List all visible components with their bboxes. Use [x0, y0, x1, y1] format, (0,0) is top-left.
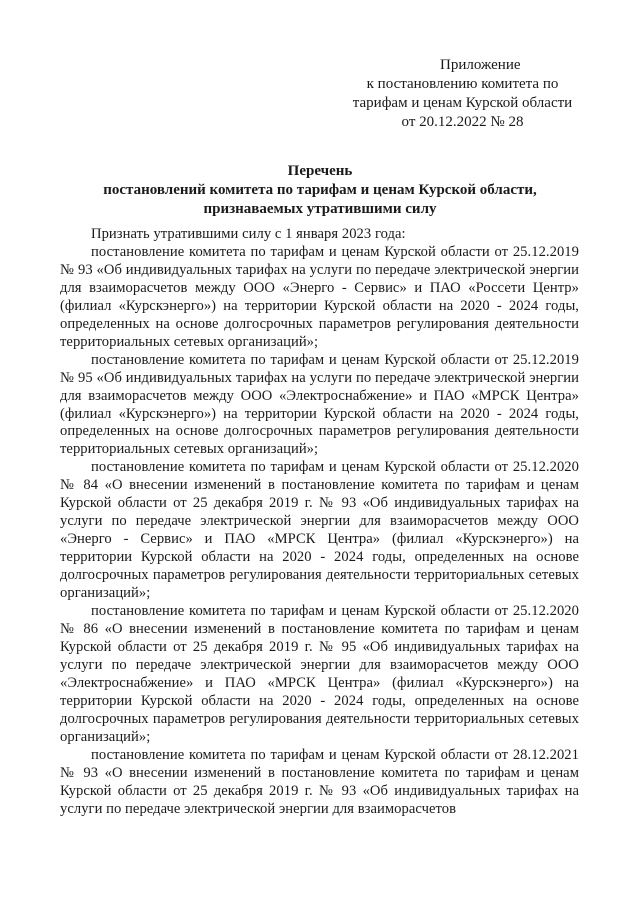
- appendix-committee-line: тарифам и ценам Курской области: [352, 95, 573, 111]
- appendix-header: [340, 56, 585, 132]
- list-item: постановление комитета по тарифам и ценам Курской области от 25.12.2019 № 95 «Об индивидуальных тарифах на услуги по передаче электрической энергии для взаиморасчетов между ООО «Электроснабжение» и ПАО «МРСК Центра» (филиал «Курскэнерго») на территории Курской области на 2020 - 2024 годы, определенных на основе долгосрочных параметров регулирования деятельности территориальных сетевых организаций»;: [60, 351, 579, 458]
- list-item: постановление комитета по тарифам и ценам Курской области от 28.12.2021 № 93 «О внесении изменений в постановление комитета по тарифам и ценам Курской области от 25 декабря 2019 г. № 93 «Об индивидуальных тарифах на услуги по передаче электрической энергии для взаиморасчетов: [60, 746, 579, 817]
- document-body: [60, 226, 579, 818]
- title-line-2: постановлений комитета по тарифам и ценам Курской области,: [103, 182, 537, 198]
- list-item: постановление комитета по тарифам и ценам Курской области от 25.12.2019 № 93 «Об индивидуальных тарифах на услуги по передаче электрической энергии для взаиморасчетов между ООО «Энерго - Сервис» и ПАО «Россети Центр» (филиал «Курскэнерго») на территории Курской области на 2020 - 2024 годы, определенных на основе долгосрочных параметров регулирования деятельности территориальных сетевых организаций»;: [60, 243, 579, 350]
- title-line-3: признаваемых утратившими силу: [203, 201, 437, 217]
- document-title: [60, 162, 580, 219]
- appendix-reference-line: к постановлению комитета по: [366, 76, 559, 92]
- intro-paragraph: Признать утратившими силу с 1 января 2023 года:: [91, 226, 406, 242]
- appendix-date-number: от 20.12.2022 № 28: [401, 114, 524, 130]
- title-line-1: Перечень: [287, 163, 353, 179]
- appendix-label: Приложение: [440, 57, 521, 73]
- list-item: постановление комитета по тарифам и ценам Курской области от 25.12.2020 № 84 «О внесении изменений в постановление комитета по тарифам и ценам Курской области от 25 декабря 2019 г. № 93 «Об индивидуальных тарифах на услуги по передаче электрической энергии для взаиморасчетов между ООО «Энерго - Сервис» и ПАО «МРСК Центра» (филиал «Курскэнерго») на территории Курской области на 2020 - 2024 годы, определенных на основе долгосрочных параметров регулирования деятельности территориальных сетевых организаций»;: [60, 459, 579, 602]
- list-item: постановление комитета по тарифам и ценам Курской области от 25.12.2020 № 86 «О внесении изменений в постановление комитета по тарифам и ценам Курской области от 25 декабря 2019 г. № 95 «Об индивидуальных тарифах на услуги по передаче электрической энергии для взаиморасчетов между ООО «Электроснабжение» и ПАО «МРСК Центра» (филиал «Курскэнерго») на территории Курской области на 2020 - 2024 годы, определенных на основе долгосрочных параметров регулирования деятельности территориальных сетевых организаций»;: [60, 603, 579, 745]
